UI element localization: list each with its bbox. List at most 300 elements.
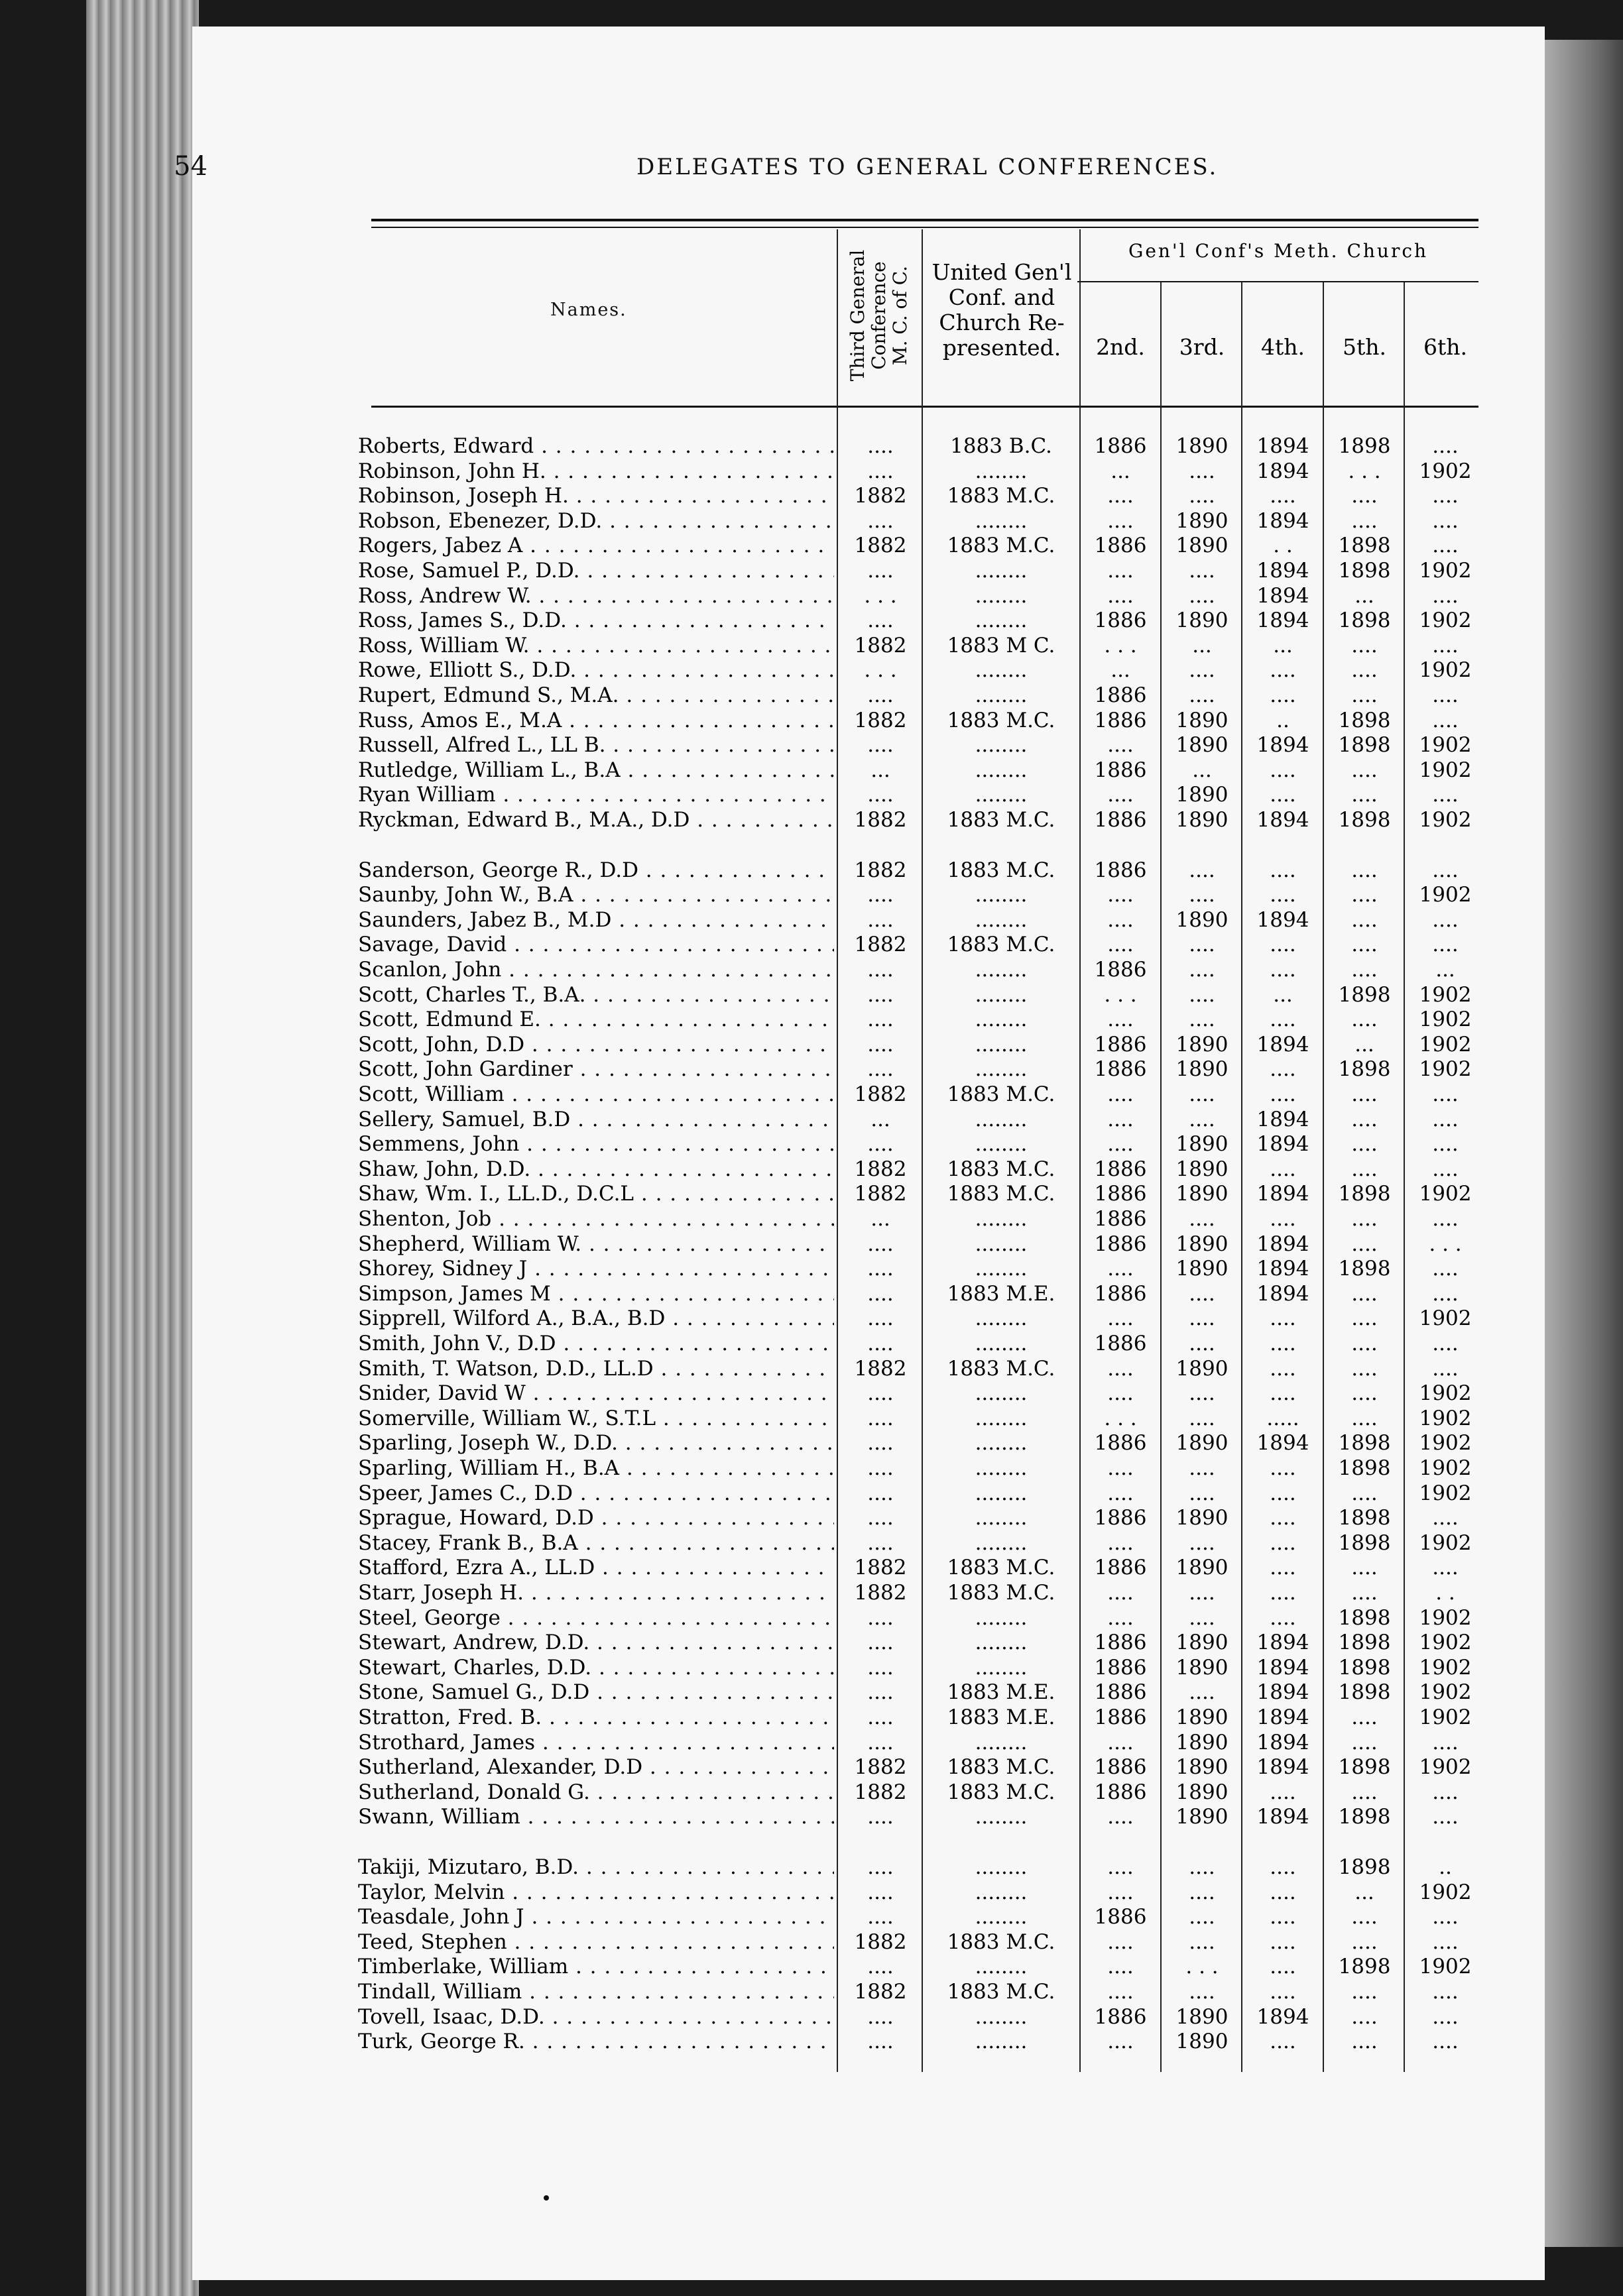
united-conf-value: ........	[975, 1132, 1028, 1156]
united-conf-value: ........	[975, 1381, 1028, 1405]
conf-6th-value: 1902	[1419, 1606, 1472, 1630]
conf-6th-value: 1902	[1419, 1880, 1472, 1904]
conf-3rd-value: ...	[1192, 634, 1212, 658]
conf-6th-value: ....	[1432, 1157, 1459, 1181]
conf-5th-value: 1898	[1338, 1656, 1391, 1680]
conf-4th-value: ....	[1270, 683, 1296, 707]
third-general-conference-header	[837, 229, 920, 402]
third-general-value: ....	[867, 1406, 894, 1430]
conf-4th-value: ....	[1270, 1007, 1296, 1031]
conf-6th-value: 1902	[1419, 1033, 1472, 1057]
conf-2nd-value: 1886	[1094, 1332, 1147, 1355]
conf-3rd-value: 1890	[1175, 1182, 1229, 1206]
third-general-line-2: Conference	[867, 261, 890, 370]
conf-6th-value: 1902	[1419, 1755, 1472, 1779]
table-row	[358, 608, 1485, 633]
conf-4th-value: 1894	[1256, 1680, 1309, 1704]
conf-6th-value: 1902	[1419, 559, 1472, 583]
delegate-name: Scott, Edmund E. . . .	[358, 1007, 834, 1032]
united-conf-value: 1883 M.C.	[947, 484, 1055, 508]
conf-5th-value: ....	[1351, 1232, 1378, 1256]
table-row	[358, 584, 1485, 608]
delegate-name: Russ, Amos E., M.A . . .	[358, 709, 834, 733]
conf-6th-value: . . .	[1429, 1232, 1462, 1256]
table-row	[358, 509, 1485, 534]
conf-4th-value: ..	[1276, 709, 1290, 732]
conf-5th-value: ....	[1351, 2030, 1378, 2053]
delegate-name: Sellery, Samuel, B.D . . .	[358, 1108, 834, 1132]
united-conf-value: ........	[975, 1880, 1028, 1904]
table-row	[358, 1182, 1485, 1206]
conf-5th-value: ....	[1351, 758, 1378, 782]
conf-4th-value: 1894	[1256, 559, 1309, 583]
conf-3rd-value: 1890	[1175, 1556, 1229, 1579]
united-conf-value: 1883 M.C.	[947, 1980, 1055, 2004]
conf-6th-value: ....	[1432, 1556, 1459, 1579]
conf-5th-value: 1898	[1338, 1257, 1391, 1281]
conf-2nd-value: ....	[1107, 1456, 1134, 1480]
third-general-value: ....	[867, 2005, 894, 2029]
conf-4th-value: 1894	[1256, 1805, 1309, 1829]
table-row	[358, 1930, 1485, 1955]
conf-3rd-value: ....	[1189, 1581, 1215, 1605]
conf-2nd-value: ....	[1107, 1257, 1134, 1281]
conf-6th-value: 1902	[1419, 758, 1472, 782]
conf-4th-value: 1894	[1256, 2005, 1309, 2029]
conf-3rd-value: 1890	[1175, 1431, 1229, 1455]
conf-3rd-value: ....	[1189, 1880, 1215, 1904]
delegate-name: Starr, Joseph H. . . .	[358, 1581, 834, 1605]
conf-4th-value: 1894	[1256, 1282, 1309, 1306]
conf-6th-value: ....	[1432, 1282, 1459, 1306]
table-row	[358, 1157, 1485, 1182]
delegate-name: Rogers, Jabez A . . .	[358, 534, 834, 558]
table-row	[358, 1705, 1485, 1730]
united-conf-value: ........	[975, 1955, 1028, 1979]
third-general-value: ....	[867, 1057, 894, 1081]
names-column-header: Names.	[550, 300, 627, 320]
table-row	[358, 1606, 1485, 1631]
conf-5th-value: 1898	[1338, 534, 1391, 557]
delegate-name: Russell, Alfred L., LL B. . . .	[358, 733, 834, 758]
conf-5th-value: 1898	[1338, 1955, 1391, 1979]
conf-4th-value: 1894	[1256, 1656, 1309, 1680]
table-row	[358, 1406, 1485, 1431]
conf-4th-value: 1894	[1256, 908, 1309, 932]
conf-5th-value: ....	[1351, 933, 1378, 956]
conf-3rd-value: ....	[1189, 983, 1215, 1007]
header-rule-top-thin	[371, 227, 1478, 228]
united-line-2: Conf. and	[948, 284, 1055, 310]
united-conf-value: ........	[975, 1656, 1028, 1680]
united-conf-value: ........	[975, 2005, 1028, 2029]
third-general-value: 1882	[854, 534, 907, 557]
united-conf-value: ........	[975, 1033, 1028, 1057]
delegate-name: Stratton, Fred. B. . . .	[358, 1705, 834, 1730]
third-general-value: 1882	[854, 1082, 907, 1106]
delegate-name: Robinson, Joseph H. . . .	[358, 484, 834, 508]
table-row	[358, 1207, 1485, 1232]
table-row	[358, 1431, 1485, 1456]
conf-3rd-value: 1890	[1175, 808, 1229, 832]
table-row	[358, 1905, 1485, 1929]
united-conf-value: ........	[975, 958, 1028, 982]
delegate-name: Roberts, Edward . . .	[358, 434, 834, 459]
conf-3rd-value: ....	[1189, 1306, 1215, 1330]
table-row	[358, 733, 1485, 758]
running-head: DELEGATES TO GENERAL CONFERENCES.	[636, 154, 1219, 180]
conf-6th-value: 1902	[1419, 1481, 1472, 1505]
third-general-value: ....	[867, 1631, 894, 1654]
conf-6th-value: ....	[1432, 1905, 1459, 1929]
conf-6th-value: ....	[1432, 434, 1459, 458]
table-row	[358, 2005, 1485, 2030]
conf-5th-value: 1898	[1338, 1431, 1391, 1455]
conf-2nd-value: ....	[1107, 783, 1134, 807]
conf-5th-value: . . .	[1348, 459, 1381, 483]
table-row	[358, 1656, 1485, 1680]
conf-2nd-value: ....	[1107, 1306, 1134, 1330]
conf-2nd-value: 1886	[1094, 1033, 1147, 1057]
conf-4th-value: 1894	[1256, 1182, 1309, 1206]
conf-2nd-value: 1886	[1094, 1556, 1147, 1579]
conf-2nd-value: 1886	[1094, 758, 1147, 782]
conf-4th-value: .....	[1266, 1406, 1299, 1430]
delegate-name: Semmens, John . . .	[358, 1132, 834, 1157]
table-row	[358, 1057, 1485, 1082]
conf-4th-value: ...	[1273, 634, 1293, 658]
conf-6th-value: ....	[1432, 1506, 1459, 1530]
conf-4th-value: ....	[1270, 2030, 1296, 2053]
conf-3rd-value: ....	[1189, 1855, 1215, 1879]
conf-6th-value: ....	[1432, 509, 1459, 533]
delegate-name: Scanlon, John . . .	[358, 958, 834, 982]
table-row	[358, 1456, 1485, 1481]
conf-6th-value: ....	[1432, 1332, 1459, 1355]
conf-4th-value: ....	[1270, 1531, 1296, 1555]
conf-5th-value: ....	[1351, 1905, 1378, 1929]
delegate-name: Smith, John V., D.D . . .	[358, 1332, 834, 1356]
table-row	[358, 1132, 1485, 1157]
delegate-name: Timberlake, William . . .	[358, 1955, 834, 1979]
conf-4th-value: ....	[1270, 783, 1296, 807]
conf-6th-value: ....	[1432, 2005, 1459, 2029]
conf-5th-value: ....	[1351, 1731, 1378, 1754]
delegate-name: Scott, John, D.D . . .	[358, 1033, 834, 1057]
conf-5th-value: ....	[1351, 1108, 1378, 1131]
conf-4th-value: ....	[1270, 1980, 1296, 2004]
conf-5th-value: 1898	[1338, 1182, 1391, 1206]
conf-2nd-value: . . .	[1104, 634, 1137, 658]
conf-4th-value: 1894	[1256, 459, 1309, 483]
table-row	[358, 1381, 1485, 1406]
conf-5th-value: ....	[1351, 658, 1378, 682]
conf-3rd-value: ....	[1189, 933, 1215, 956]
third-general-value: 1882	[854, 933, 907, 956]
col-header-2nd: 2nd.	[1096, 334, 1145, 360]
book-page-edges	[86, 0, 199, 2296]
conf-5th-value: ....	[1351, 509, 1378, 533]
conf-2nd-value: 1886	[1094, 1506, 1147, 1530]
third-general-value: ....	[867, 1680, 894, 1704]
conf-5th-value: ....	[1351, 1705, 1378, 1729]
ink-dot	[544, 2195, 549, 2201]
conf-3rd-value: ....	[1189, 1980, 1215, 2004]
third-general-value: ...	[871, 1108, 890, 1131]
delegate-name: Speer, James C., D.D . . .	[358, 1481, 834, 1506]
conf-2nd-value: 1886	[1094, 1207, 1147, 1231]
united-conf-value: ........	[975, 1481, 1028, 1505]
delegate-name: Shorey, Sidney J . . .	[358, 1257, 834, 1281]
delegate-name: Teasdale, John J . . .	[358, 1905, 834, 1929]
table-row	[358, 858, 1485, 883]
united-conf-value: ........	[975, 1257, 1028, 1281]
conf-2nd-value: 1886	[1094, 608, 1147, 632]
conf-5th-value: ....	[1351, 683, 1378, 707]
delegate-name: Tindall, William . . .	[358, 1980, 834, 2004]
table-row	[358, 958, 1485, 982]
table-row	[358, 683, 1485, 708]
conf-3rd-value: ...	[1192, 758, 1212, 782]
united-conf-value: 1883 M.C.	[947, 1755, 1055, 1779]
table-row	[358, 1955, 1485, 1979]
united-conf-value: 1883 M C.	[947, 634, 1055, 658]
conf-3rd-value: 1890	[1175, 1705, 1229, 1729]
conf-2nd-value: 1886	[1094, 2005, 1147, 2029]
table-row	[358, 1007, 1485, 1032]
conf-6th-value: ....	[1432, 1805, 1459, 1829]
conf-2nd-value: ....	[1107, 584, 1134, 608]
conf-2nd-value: ....	[1107, 1581, 1134, 1605]
delegate-name: Ryan William . . .	[358, 783, 834, 807]
conf-5th-value: 1898	[1338, 733, 1391, 757]
conf-5th-value: 1898	[1338, 1531, 1391, 1555]
united-conf-value: 1883 M.C.	[947, 534, 1055, 557]
delegate-name: Robson, Ebenezer, D.D. . . .	[358, 509, 834, 534]
conf-4th-value: 1894	[1256, 509, 1309, 533]
table-row	[358, 983, 1485, 1007]
delegate-name: Stacey, Frank B., B.A . . .	[358, 1531, 834, 1556]
conf-3rd-value: ....	[1189, 1531, 1215, 1555]
conf-2nd-value: 1886	[1094, 1232, 1147, 1256]
conf-6th-value: 1902	[1419, 1007, 1472, 1031]
conf-6th-value: ....	[1432, 709, 1459, 732]
delegate-name: Ross, James S., D.D. . . .	[358, 608, 834, 633]
delegate-name: Stafford, Ezra A., LL.D . . .	[358, 1556, 834, 1580]
third-general-value: ....	[867, 983, 894, 1007]
conf-3rd-value: ....	[1189, 683, 1215, 707]
united-conf-value: ........	[975, 509, 1028, 533]
conf-3rd-value: ....	[1189, 1406, 1215, 1430]
united-conf-value: ........	[975, 1207, 1028, 1231]
conf-3rd-value: ....	[1189, 459, 1215, 483]
conf-4th-value: 1894	[1256, 733, 1309, 757]
united-conf-value: 1883 M.C.	[947, 1082, 1055, 1106]
conf-6th-value: 1902	[1419, 1431, 1472, 1455]
conf-3rd-value: ....	[1189, 1332, 1215, 1355]
conf-4th-value: ....	[1270, 1357, 1296, 1381]
table-row	[358, 1855, 1485, 1880]
conf-3rd-value: ....	[1189, 484, 1215, 508]
united-conf-value: 1883 M.E.	[947, 1705, 1055, 1729]
header-rule-top	[371, 219, 1478, 221]
conf-2nd-value: ....	[1107, 1007, 1134, 1031]
conf-6th-value: ....	[1432, 933, 1459, 956]
third-general-value: ....	[867, 733, 894, 757]
united-conf-value: ........	[975, 883, 1028, 907]
conf-3rd-value: ....	[1189, 584, 1215, 608]
conf-4th-value: ....	[1270, 1332, 1296, 1355]
conf-2nd-value: ....	[1107, 1531, 1134, 1555]
conf-4th-value: 1894	[1256, 1755, 1309, 1779]
conf-3rd-value: 1890	[1175, 2005, 1229, 2029]
conf-6th-value: 1902	[1419, 1406, 1472, 1430]
conf-6th-value: . .	[1435, 1581, 1455, 1605]
conf-5th-value: ...	[1354, 584, 1374, 608]
col-header-3rd: 3rd.	[1179, 334, 1225, 360]
conf-4th-value: ....	[1270, 1306, 1296, 1330]
third-general-value: ....	[867, 1232, 894, 1256]
delegate-name: Sparling, William H., B.A . . .	[358, 1456, 834, 1481]
united-conf-value: ........	[975, 758, 1028, 782]
table-row	[358, 1531, 1485, 1556]
conf-3rd-value: ....	[1189, 1282, 1215, 1306]
united-conf-value: 1883 M.C.	[947, 1930, 1055, 1954]
third-general-value: ....	[867, 1132, 894, 1156]
conf-5th-value: ...	[1354, 1880, 1374, 1904]
conf-5th-value: 1898	[1338, 1680, 1391, 1704]
united-conf-value: ........	[975, 658, 1028, 682]
table-row	[358, 1306, 1485, 1331]
delegate-name: Shenton, Job . . .	[358, 1207, 834, 1232]
conf-6th-value: 1902	[1419, 608, 1472, 632]
third-general-value: 1882	[854, 808, 907, 832]
delegate-name: Shepherd, William W. . . .	[358, 1232, 834, 1257]
conf-2nd-value: 1886	[1094, 1680, 1147, 1704]
conf-5th-value: ....	[1351, 1332, 1378, 1355]
table-row	[358, 2030, 1485, 2054]
conf-5th-value: ....	[1351, 1980, 1378, 2004]
conf-3rd-value: 1890	[1175, 1057, 1229, 1081]
table-row	[358, 559, 1485, 583]
conf-6th-value: 1902	[1419, 1057, 1472, 1081]
conf-6th-value: ....	[1432, 534, 1459, 557]
table-row	[358, 783, 1485, 807]
conf-5th-value: 1898	[1338, 559, 1391, 583]
conf-2nd-value: 1886	[1094, 858, 1147, 882]
conf-5th-value: ....	[1351, 1007, 1378, 1031]
united-conf-value: 1883 M.C.	[947, 1182, 1055, 1206]
third-general-value: ....	[867, 608, 894, 632]
conf-6th-value: ...	[1435, 958, 1455, 982]
third-general-value: ....	[867, 883, 894, 907]
third-general-value: ....	[867, 1905, 894, 1929]
united-conf-value: ........	[975, 1805, 1028, 1829]
conf-2nd-value: ....	[1107, 2030, 1134, 2053]
third-general-value: ....	[867, 434, 894, 458]
conf-3rd-value: 1890	[1175, 1731, 1229, 1754]
conf-4th-value: ....	[1270, 1780, 1296, 1804]
conf-5th-value: ....	[1351, 1481, 1378, 1505]
conf-3rd-value: ....	[1189, 1930, 1215, 1954]
conf-3rd-value: 1890	[1175, 1755, 1229, 1779]
united-conf-value: ........	[975, 459, 1028, 483]
conf-2nd-value: ....	[1107, 933, 1134, 956]
conf-3rd-value: 1890	[1175, 1656, 1229, 1680]
delegate-name: Scott, John Gardiner . . .	[358, 1057, 834, 1082]
conf-6th-value: 1902	[1419, 1182, 1472, 1206]
third-general-value: ....	[867, 1306, 894, 1330]
united-conf-value: ........	[975, 1631, 1028, 1654]
delegate-name: Somerville, William W., S.T.L . . .	[358, 1406, 834, 1431]
conf-6th-value: 1902	[1419, 1705, 1472, 1729]
table-row	[358, 459, 1485, 484]
conf-3rd-value: 1890	[1175, 1132, 1229, 1156]
united-conf-value: ........	[975, 1905, 1028, 1929]
united-conf-value: ........	[975, 983, 1028, 1007]
conf-2nd-value: 1886	[1094, 709, 1147, 732]
conf-6th-value: ....	[1432, 1108, 1459, 1131]
conf-6th-value: ....	[1432, 1930, 1459, 1954]
conf-6th-value: 1902	[1419, 658, 1472, 682]
third-general-value: ....	[867, 459, 894, 483]
third-general-value: ....	[867, 1033, 894, 1057]
conf-4th-value: ....	[1270, 1855, 1296, 1879]
conf-2nd-value: ....	[1107, 1481, 1134, 1505]
conf-2nd-value: 1886	[1094, 1282, 1147, 1306]
delegate-name: Teed, Stephen . . .	[358, 1930, 834, 1955]
conf-5th-value: 1898	[1338, 808, 1391, 832]
conf-2nd-value: ....	[1107, 733, 1134, 757]
third-general-value: ....	[867, 1481, 894, 1505]
conf-5th-value: ....	[1351, 1381, 1378, 1405]
conf-3rd-value: ....	[1189, 1456, 1215, 1480]
conf-5th-value: 1898	[1338, 1805, 1391, 1829]
united-conf-value: ........	[975, 1108, 1028, 1131]
delegate-name: Steel, George . . .	[358, 1606, 834, 1631]
conf-3rd-value: ....	[1189, 1905, 1215, 1929]
united-conf-value: ........	[975, 1057, 1028, 1081]
united-conf-value: ........	[975, 1431, 1028, 1455]
united-conf-value: 1883 M.C.	[947, 808, 1055, 832]
united-conf-value: 1883 M.C.	[947, 858, 1055, 882]
united-conf-value: 1883 M.C.	[947, 933, 1055, 956]
conf-5th-value: ....	[1351, 1406, 1378, 1430]
table-row	[358, 758, 1485, 783]
conf-6th-value: ....	[1432, 858, 1459, 882]
conf-5th-value: ....	[1351, 1132, 1378, 1156]
conf-2nd-value: ....	[1107, 559, 1134, 583]
conf-2nd-value: ....	[1107, 484, 1134, 508]
conf-3rd-value: ....	[1189, 1082, 1215, 1106]
conf-3rd-value: ....	[1189, 1007, 1215, 1031]
conf-5th-value: 1898	[1338, 1506, 1391, 1530]
conf-6th-value: ....	[1432, 634, 1459, 658]
third-general-value: ....	[867, 1880, 894, 1904]
third-general-value: ....	[867, 908, 894, 932]
conf-3rd-value: 1890	[1175, 1257, 1229, 1281]
conf-4th-value: ....	[1270, 858, 1296, 882]
conf-4th-value: ....	[1270, 1381, 1296, 1405]
united-conf-value: ........	[975, 783, 1028, 807]
delegate-name: Scott, Charles T., B.A. . . .	[358, 983, 834, 1007]
third-general-value: ....	[867, 1606, 894, 1630]
table-row	[358, 658, 1485, 683]
conf-4th-value: ....	[1270, 933, 1296, 956]
conf-5th-value: ....	[1351, 2005, 1378, 2029]
delegate-name: Smith, T. Watson, D.D., LL.D . . .	[358, 1357, 834, 1381]
delegate-name: Rose, Samuel P., D.D. . . .	[358, 559, 834, 583]
